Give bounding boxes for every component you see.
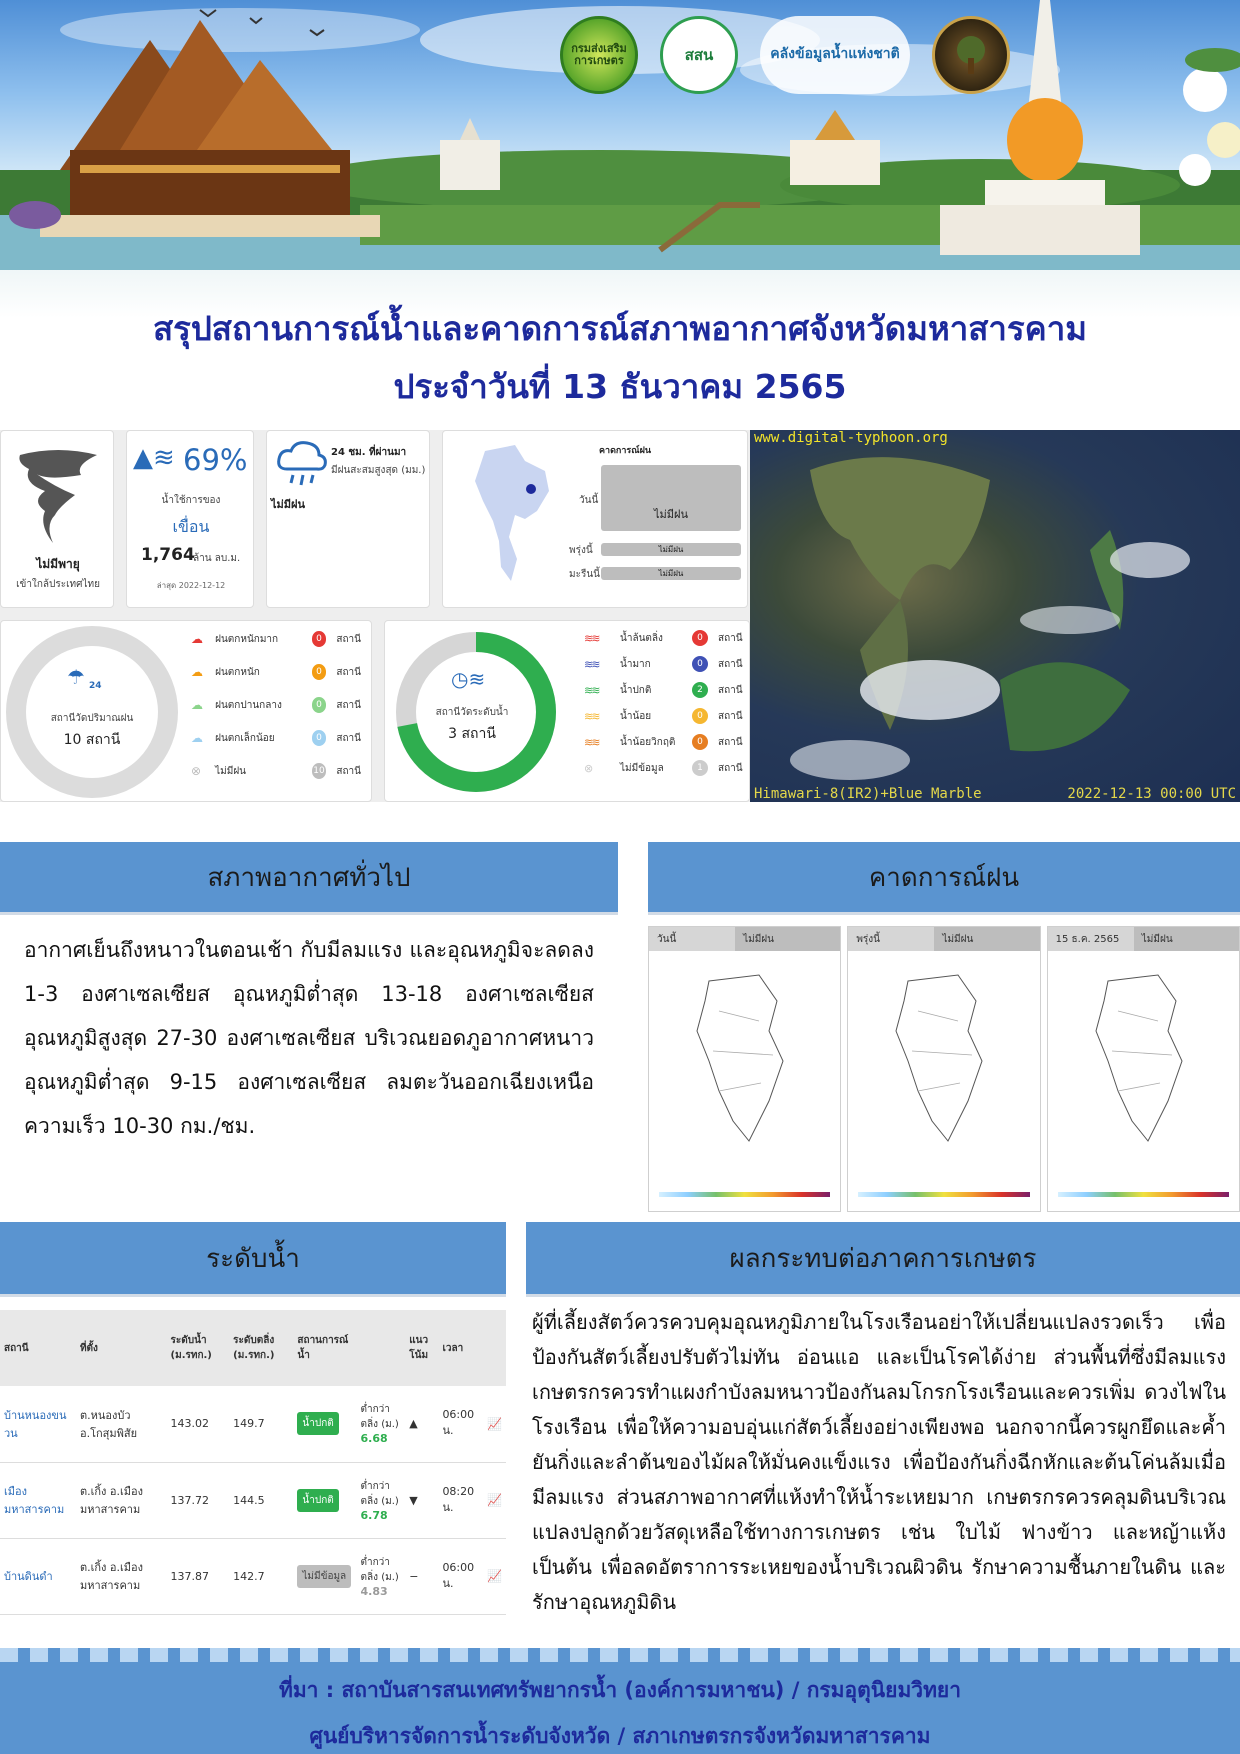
- table-header-row: [0, 1310, 506, 1386]
- cloud-rain-icon: [275, 439, 329, 489]
- footer-agency-line: ศูนย์บริหารจัดการน้ำระดับจังหวัด / สภาเกษตรกรจังหวัดมหาสารคาม: [309, 1724, 931, 1748]
- rain-center-value: 10 สถานี: [63, 732, 121, 748]
- rain-level-unit: สถานี: [336, 732, 361, 744]
- water-level-icon: ≋≋: [584, 683, 599, 697]
- col-status: สถานการณ์น้ำ: [293, 1310, 356, 1386]
- station-link[interactable]: เมืองมหาสารคาม: [0, 1462, 76, 1538]
- rain-level-icon: ☁: [191, 665, 203, 679]
- dam-card: [126, 430, 254, 608]
- rain-map-value: ไม่มีฝน: [1141, 934, 1173, 945]
- rain-scale-bar: [1058, 1192, 1229, 1197]
- diff-value: 6.68: [360, 1432, 388, 1446]
- header-banner: [0, 0, 1240, 430]
- chart-icon[interactable]: 📈: [483, 1386, 506, 1462]
- rain-map-value: ไม่มีฝน: [743, 934, 775, 945]
- water-level-count: 1: [692, 760, 708, 776]
- water-level-unit: สถานี: [718, 632, 743, 644]
- water-center-value: 3 สถานี: [448, 726, 496, 742]
- rain-legend-row: [191, 631, 361, 647]
- satellite-image: [750, 430, 1240, 802]
- status-badge: น้ำปกติ: [297, 1412, 338, 1435]
- dam-percent: 69%: [183, 443, 248, 477]
- province-map-icon: [649, 951, 829, 1171]
- footer-source-line: ที่มา : สถาบันสารสนเทศทรัพยากรน้ำ (องค์การมหาชน) / กรมอุตุนิยมวิทยา: [278, 1678, 962, 1702]
- rain-level-label: ฝนตกเล็กน้อย: [215, 732, 275, 744]
- water-level-count: 0: [692, 734, 708, 750]
- rain-24h-card: [266, 430, 430, 608]
- water-level-unit: สถานี: [718, 736, 743, 748]
- diff-value: 6.78: [360, 1508, 388, 1522]
- rain-level-icon: ☁: [191, 632, 203, 646]
- water-level-icon: ≋≋: [584, 657, 599, 671]
- rain-badge: 24: [89, 681, 102, 691]
- water-legend-row: [584, 760, 754, 776]
- station-bank: 149.7: [229, 1386, 293, 1462]
- water-level-table: [0, 1310, 506, 1615]
- water-legend-row: [584, 734, 754, 750]
- rain-level-unit: สถานี: [336, 765, 361, 777]
- weather-text: อากาศเย็นถึงหนาวในตอนเช้า กับมีลมแรง และอุณหภูมิจะลดลง 1-3 องศาเซลเซียส อุณหภูมิต่ำสุด 13-18 องศาเซลเซียส อุณหภูมิสูงสุด 27-30 องศาเซลเซียส บริเวณยอดภูอากาศหนาว อุณหภูมิต่ำสุด 9-15 องศาเซลเซียส ลมตะวันออกเฉียงเหนือ ความเร็ว 10-30 กม./ชม.: [24, 938, 594, 1138]
- dam-volume: 1,764: [141, 545, 195, 565]
- water-level-icon: ≋≋: [584, 735, 599, 749]
- station-location: ต.เกิ้ง อ.เมือง มหาสารคาม: [76, 1538, 167, 1614]
- national-water-logo: คลังข้อมูลน้ำแห่งชาติ: [760, 16, 910, 94]
- water-center-label: สถานีวัดระดับน้ำ: [435, 707, 509, 718]
- dept-logo: กรมส่งเสริมการเกษตร: [560, 16, 638, 94]
- forecast-value-0: ไม่มีฝน: [601, 465, 741, 531]
- satellite-landmass: [750, 430, 1240, 802]
- tornado-icon: [15, 445, 101, 545]
- rain-map-0: [648, 926, 841, 1212]
- chart-icon[interactable]: 📈: [483, 1538, 506, 1614]
- rain-level-unit: สถานี: [336, 699, 361, 711]
- station-bank: 144.5: [229, 1462, 293, 1538]
- province-map-icon: [1048, 951, 1228, 1171]
- tree-logo: [932, 16, 1010, 94]
- col-diff: [357, 1310, 406, 1386]
- province-map-icon: [848, 951, 1028, 1171]
- rain-map-day: พรุ่งนี้: [848, 927, 934, 951]
- station-time: 08:20 น.: [438, 1462, 483, 1538]
- station-time: 06:00 น.: [438, 1538, 483, 1614]
- title-line-1: สรุปสถานการณ์น้ำและคาดการณ์สภาพอากาศจังหวัดมหาสารคาม: [152, 309, 1087, 348]
- satellite-caption-right: 2022-12-13 00:00 UTC: [1067, 786, 1236, 802]
- satellite-source: www.digital-typhoon.org: [754, 430, 948, 446]
- forecast-day-2: มะรืนนี้: [569, 569, 601, 580]
- rain-level-icon: ⊗: [191, 764, 202, 778]
- storm-sub: เข้าใกล้ประเทศไทย: [16, 579, 100, 590]
- rain-level-count: 10: [312, 763, 327, 779]
- water-level-unit: สถานี: [718, 658, 743, 670]
- rain-level-unit: สถานี: [336, 633, 361, 645]
- table-row: [0, 1538, 506, 1614]
- col-level: ระดับน้ำ (ม.รทก.): [167, 1310, 230, 1386]
- forecast-title: คาดการณ์ฝน: [599, 446, 652, 456]
- col-station: สถานี: [0, 1310, 76, 1386]
- hii-logo: สสน: [660, 16, 738, 94]
- rain-level-count: 0: [312, 697, 327, 713]
- rain-level-icon: ☁: [191, 731, 203, 745]
- forecast-value-1: ไม่มีฝน: [601, 543, 741, 556]
- col-bank: ระดับตลิ่ง (ม.รทก.): [229, 1310, 293, 1386]
- page-title: [0, 300, 1240, 416]
- water-legend-row: [584, 656, 754, 672]
- rain-stations-card: [0, 620, 372, 802]
- station-level: 137.87: [167, 1538, 230, 1614]
- table-row: [0, 1462, 506, 1538]
- rain-24h-title: 24 ชม. ที่ผ่านมา: [331, 447, 407, 458]
- dam-icon: ▲≋: [133, 443, 175, 473]
- rain-level-label: ฝนตกหนัก: [215, 666, 260, 678]
- dam-updated: ล่าสุด 2022-12-12: [156, 581, 226, 590]
- footer: [0, 1648, 1240, 1754]
- water-level-icon: ⊗: [584, 761, 592, 775]
- water-level-count: 0: [692, 656, 708, 672]
- dam-unit: ล้าน ลบ.ม.: [193, 553, 241, 564]
- rain-level-count: 0: [312, 730, 327, 746]
- rain-forecast-maps: [648, 926, 1240, 1212]
- title-line-2: ประจำวันที่ 13 ธันวาคม 2565: [393, 367, 847, 406]
- trend-down-icon: ▼: [405, 1462, 438, 1538]
- logo-row: [560, 16, 1010, 94]
- water-legend-row: [584, 682, 754, 698]
- water-level-label: ไม่มีข้อมูล: [620, 762, 664, 774]
- agriculture-heading: ผลกระทบต่อภาคการเกษตร: [526, 1222, 1240, 1294]
- weather-heading: สภาพอากาศทั่วไป: [0, 842, 618, 912]
- water-level-icon: ◷≋: [451, 667, 486, 691]
- water-level-unit: สถานี: [718, 684, 743, 696]
- forecast-day-1: พรุ่งนี้: [569, 545, 593, 556]
- rain-map-1: [847, 926, 1040, 1212]
- station-level: 137.72: [167, 1462, 230, 1538]
- rain-center-label: สถานีวัดปริมาณฝน: [50, 713, 134, 724]
- col-chart: [483, 1310, 506, 1386]
- dashboard: [0, 430, 750, 802]
- water-level-heading: ระดับน้ำ: [0, 1222, 506, 1294]
- col-trend: แนวโน้ม: [405, 1310, 438, 1386]
- col-time: เวลา: [438, 1310, 483, 1386]
- dam-type: เขื่อน: [172, 517, 210, 536]
- rain-24h-value: ไม่มีฝน: [271, 498, 305, 511]
- rain-legend-row: [191, 763, 361, 779]
- umbrella-icon: ☂: [67, 665, 85, 689]
- station-link[interactable]: บ้านดินดำ: [0, 1538, 76, 1614]
- water-legend-row: [584, 630, 754, 646]
- water-level-count: 0: [692, 708, 708, 724]
- rain-scale-bar: [659, 1192, 830, 1197]
- water-level-label: น้ำปกติ: [620, 684, 652, 696]
- water-level-icon: ≋≋: [584, 709, 599, 723]
- satellite-caption-left: Himawari-8(IR2)+Blue Marble: [754, 786, 982, 802]
- dam-label: น้ำใช้การของ: [161, 495, 221, 506]
- rain-legend-row: [191, 697, 361, 713]
- station-level: 143.02: [167, 1386, 230, 1462]
- rain-level-count: 0: [312, 664, 327, 680]
- forecast-card: [442, 430, 748, 608]
- rain-map-day: 15 ธ.ค. 2565: [1048, 927, 1134, 951]
- water-level-icon: ≋≋: [584, 631, 599, 645]
- diff-label: ต่ำกว่าตลิ่ง (ม.): [360, 1556, 399, 1583]
- rain-level-icon: ☁: [191, 698, 203, 712]
- trend-flat-icon: −: [405, 1538, 438, 1614]
- water-level-label: น้ำมาก: [620, 658, 651, 670]
- diff-label: ต่ำกว่าตลิ่ง (ม.): [360, 1480, 399, 1507]
- storm-status: ไม่มีพายุ: [36, 557, 80, 571]
- station-link[interactable]: บ้านหนองขนวน: [0, 1386, 76, 1462]
- rain-level-count: 0: [312, 631, 327, 647]
- station-location: ต.หนองบัว อ.โกสุมพิสัย: [76, 1386, 167, 1462]
- rain-map-2: [1047, 926, 1240, 1212]
- diff-value: 4.83: [360, 1584, 388, 1598]
- storm-card: [0, 430, 114, 608]
- rain-level-label: ฝนตกปานกลาง: [215, 699, 282, 711]
- rain-level-label: ฝนตกหนักมาก: [215, 633, 279, 645]
- agriculture-text: ผู้ที่เลี้ยงสัตว์ควรควบคุมอุณหภูมิภายในโรงเรือนอย่าให้เปลี่ยนแปลงรวดเร็ว เพื่อป้องกันสัตว์เลี้ยงปรับตัวไม่ทัน อ่อนแอ และเป็นโรคได้ง่าย ส่วนพื้นที่ซึ่งมีลมแรง เกษตรกรควรทำแผงกำบังลมหนาวป้องกันลมโกรกโรงเรือนและควรเพิ่ม ดวงไฟในโรงเรือน เพื่อให้ความอบอุ่นแก่สัตว์เลี้ยงอย่างเพียงพอ นอกจากนี้ควรผูกยึดและค้ำยันกิ่งและลำต้นของไม้ผลให้มั่นคงแข็งแรง เพื่อป้องกันกิ่งฉีกหักและต้นโค่นล้มเมื่อมีลมแรง ส่วนสภาพอากาศที่แห้งทำให้น้ำระเหยมาก เกษตรกรควรคลุมดินบริเวณแปลงปลูกด้วยวัสดุเหลือใช้ทางการเกษตร เช่น ใบไม้ ฟางข้าว และหญ้าแห้ง เป็นต้น เพื่อลดอัตราการระเหยของน้ำบริเวณผิวดิน รักษาความชื้นภายในดิน และรักษาอุณหภูมิดิน: [532, 1310, 1226, 1614]
- rain-24h-sub: มีฝนสะสมสูงสุด (มม.): [331, 465, 426, 476]
- rain-level-unit: สถานี: [336, 666, 361, 678]
- water-level-count: 2: [692, 682, 708, 698]
- col-location: ที่ตั้ง: [76, 1310, 167, 1386]
- thailand-map-icon: [465, 441, 555, 591]
- rain-forecast-heading: คาดการณ์ฝน: [648, 842, 1240, 912]
- status-badge: ไม่มีข้อมูล: [297, 1565, 351, 1588]
- water-level-unit: สถานี: [718, 710, 743, 722]
- station-bank: 142.7: [229, 1538, 293, 1614]
- table-row: [0, 1386, 506, 1462]
- rain-legend-row: [191, 730, 361, 746]
- forecast-value-2: ไม่มีฝน: [601, 567, 741, 580]
- water-legend-row: [584, 708, 754, 724]
- water-level-label: น้ำน้อยวิกฤติ: [620, 736, 676, 748]
- rain-map-value: ไม่มีฝน: [942, 934, 974, 945]
- status-badge: น้ำปกติ: [297, 1489, 338, 1512]
- rain-level-label: ไม่มีฝน: [215, 765, 247, 777]
- water-level-label: น้ำน้อย: [620, 710, 652, 722]
- forecast-day-0: วันนี้: [579, 495, 599, 506]
- footer-divider: [0, 1648, 1240, 1662]
- rain-legend-row: [191, 664, 361, 680]
- water-level-label: น้ำล้นตลิ่ง: [620, 632, 663, 644]
- rain-scale-bar: [858, 1192, 1029, 1197]
- rain-map-day: วันนี้: [649, 927, 735, 951]
- water-level-count: 0: [692, 630, 708, 646]
- diff-label: ต่ำกว่าตลิ่ง (ม.): [360, 1404, 399, 1431]
- trend-up-icon: ▲: [405, 1386, 438, 1462]
- water-level-unit: สถานี: [718, 762, 743, 774]
- station-time: 06:00 น.: [438, 1386, 483, 1462]
- chart-icon[interactable]: 📈: [483, 1462, 506, 1538]
- station-location: ต.เกิ้ง อ.เมือง มหาสารคาม: [76, 1462, 167, 1538]
